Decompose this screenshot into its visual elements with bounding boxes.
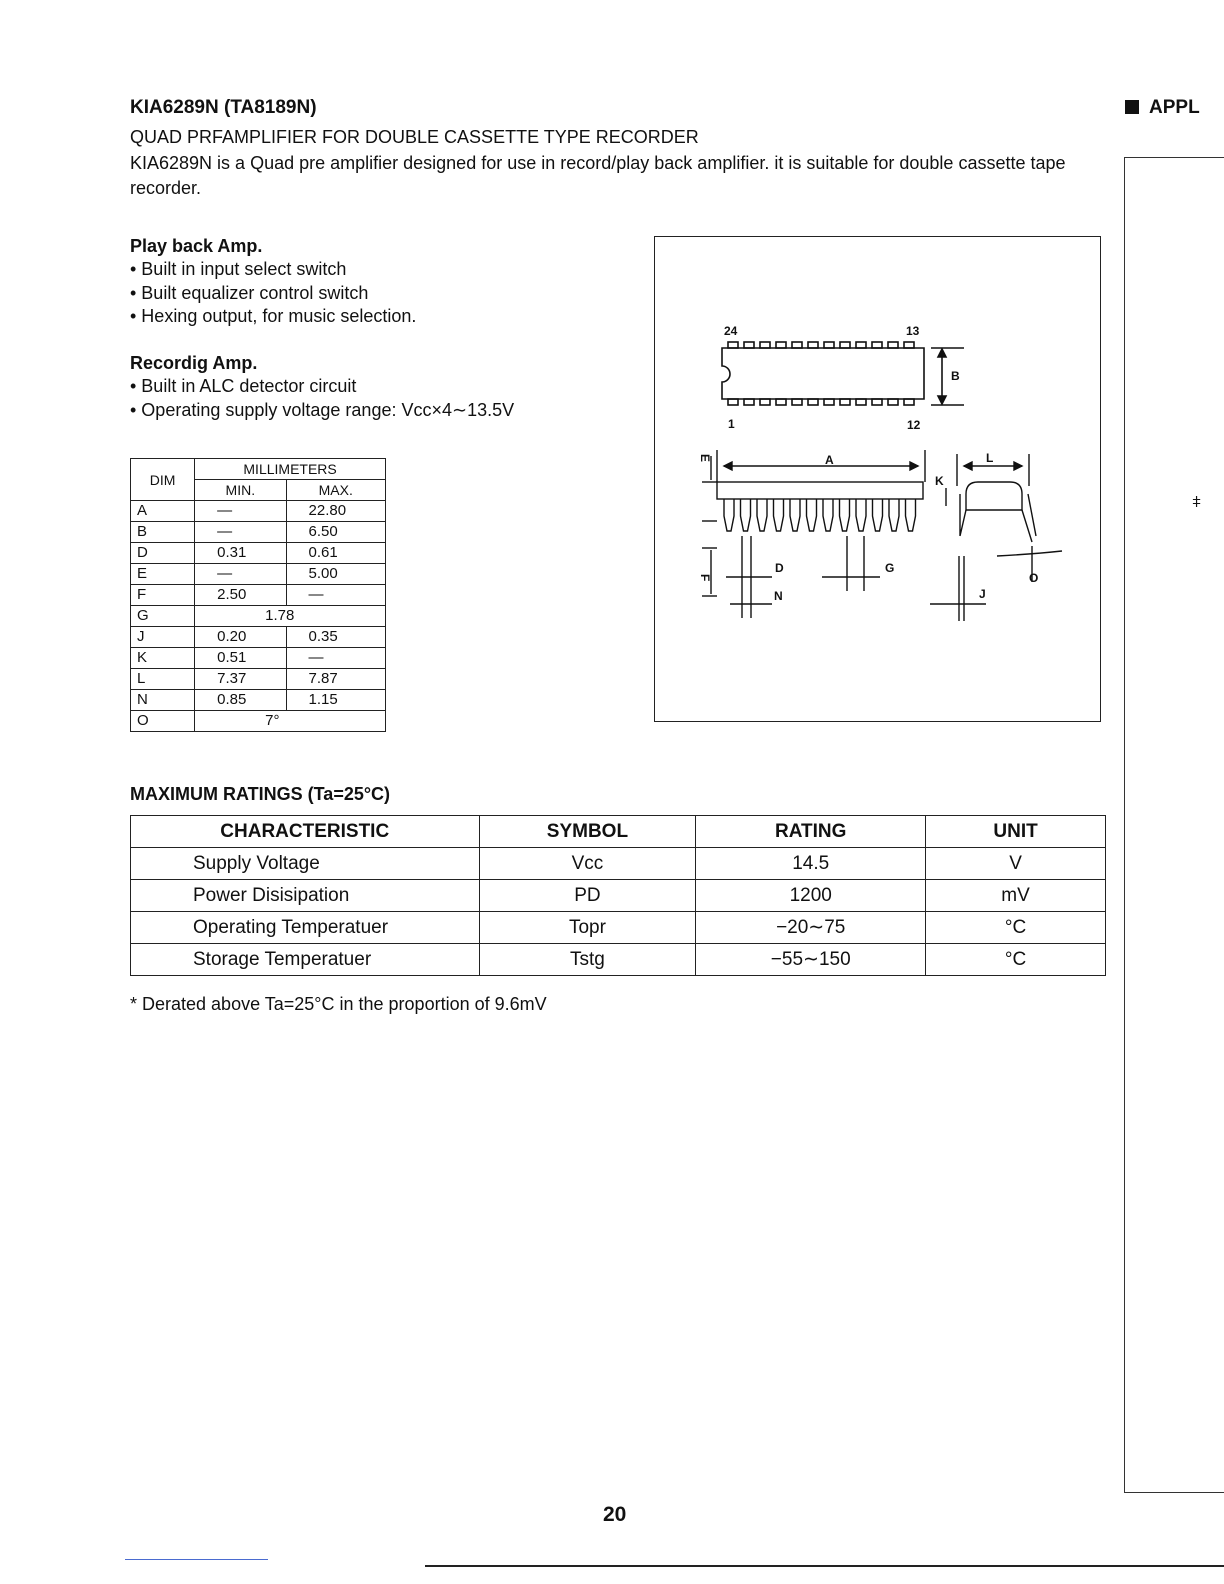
margin-mark: ⧧ [1192, 491, 1202, 511]
pin-top [744, 342, 754, 348]
lead-profile [774, 499, 784, 531]
dim-cell: K [131, 648, 195, 669]
characteristic-cell: Storage Temperatuer [131, 944, 480, 976]
max-ratings-heading: MAXIMUM RATINGS (Ta=25°C) [130, 784, 391, 804]
rating-header: RATING [696, 816, 926, 848]
pin-bottom [888, 399, 898, 405]
characteristic-cell: Supply Voltage [131, 848, 480, 880]
intro-paragraph: KIA6289N is a Quad pre amplifier designed for use in record/play back amplifier. it is suitable for double cassette tape recorder. [130, 153, 1066, 198]
pin-bottom [776, 399, 786, 405]
list-item: • Built in input select switch [130, 259, 347, 279]
table-row [131, 848, 1106, 880]
dim-cell: A [131, 501, 195, 522]
min-cell: — [195, 501, 286, 522]
dim-label-k: K [935, 474, 944, 488]
pin-top [872, 342, 882, 348]
pin-top [904, 342, 914, 348]
pin-bottom [824, 399, 834, 405]
pin-label-1: 1 [728, 417, 735, 431]
pin-top [840, 342, 850, 348]
pin-top [888, 342, 898, 348]
angle-arc-o [997, 551, 1062, 556]
dim-label-l: L [986, 451, 994, 465]
pin-top [760, 342, 770, 348]
table-row [131, 522, 386, 543]
dim-label-e: E [698, 454, 712, 463]
dim-cell: F [131, 585, 195, 606]
symbol-header: SYMBOL [479, 816, 696, 848]
square-bullet-icon [1125, 100, 1139, 114]
characteristic-cell: Operating Temperatuer [131, 912, 480, 944]
unit-cell: °C [926, 912, 1106, 944]
min-cell: — [195, 564, 286, 585]
characteristic-cell: Power Disisipation [131, 880, 480, 912]
pin-top [776, 342, 786, 348]
dim-label-g: G [885, 561, 895, 575]
min-cell: 0.20 [195, 627, 286, 648]
max-cell: — [286, 585, 385, 606]
pin-bottom [728, 399, 738, 405]
lead-profile [906, 499, 916, 531]
page-subtitle: QUAD PRFAMPLIFIER FOR DOUBLE CASSETTE TYPE RECORDER [130, 127, 699, 147]
arrow-head [910, 462, 918, 470]
dim-cell: B [131, 522, 195, 543]
pin-bottom [792, 399, 802, 405]
pin-bottom [904, 399, 914, 405]
symbol-cell: Tstg [479, 944, 696, 976]
dim-cell: E [131, 564, 195, 585]
max-cell: 0.35 [286, 627, 385, 648]
min-cell: 0.31 [195, 543, 286, 564]
unit-cell: °C [926, 944, 1106, 976]
dim-label-a: A [825, 453, 834, 467]
package-end-view [930, 454, 1062, 621]
recording-heading: Recordig Amp. [130, 353, 258, 373]
pin-top [808, 342, 818, 348]
arrow-head [938, 396, 946, 404]
lead-profile [790, 499, 800, 531]
pin-bottom [744, 399, 754, 405]
dim-cell: L [131, 669, 195, 690]
min-cell: 0.85 [195, 690, 286, 711]
unit-cell: V [926, 848, 1106, 880]
max-ratings-table [130, 815, 1106, 976]
pin-top [824, 342, 834, 348]
pin-bottom [760, 399, 770, 405]
end-lead-right [1022, 494, 1036, 542]
lead-profile [873, 499, 883, 531]
dim-label-d: D [775, 561, 784, 575]
recording-feature-list [130, 375, 514, 422]
table-row [131, 944, 1106, 976]
rating-cell: −55∼150 [696, 944, 926, 976]
unit-header: UNIT [926, 816, 1106, 848]
playback-heading: Play back Amp. [130, 236, 263, 256]
list-item: • Built equalizer control switch [130, 282, 369, 303]
lead-profile [807, 499, 817, 531]
dim-cell: G [131, 606, 195, 627]
adjacent-page-frame [1124, 157, 1224, 1493]
rating-cell: −20∼75 [696, 912, 926, 944]
max-cell: 7.87 [286, 669, 385, 690]
pin-top [792, 342, 802, 348]
dim-label-n: N [774, 589, 783, 603]
rating-cell: 1200 [696, 880, 926, 912]
table-row [131, 880, 1106, 912]
pin-top [856, 342, 866, 348]
table-row [131, 627, 386, 648]
pin-label-24: 24 [724, 324, 738, 338]
symbol-cell: PD [479, 880, 696, 912]
pin-bottom [872, 399, 882, 405]
max-cell: 5.00 [286, 564, 385, 585]
min-cell: 0.51 [195, 648, 286, 669]
table-row [131, 711, 386, 732]
lead-profile [889, 499, 899, 531]
dim-label-f: F [698, 574, 712, 582]
dimension-table [130, 458, 386, 732]
table-row [131, 606, 386, 627]
table-row [131, 543, 386, 564]
package-outline-drawing [654, 236, 1101, 722]
arrow-head [938, 349, 946, 357]
pin-top [728, 342, 738, 348]
list-item: • Hexing output, for music selection. [130, 306, 417, 326]
min-header: MIN. [195, 480, 286, 501]
dim-header: DIM [131, 459, 195, 501]
table-row [131, 501, 386, 522]
section-tab-label: APPL [1149, 97, 1200, 118]
lead-profile [823, 499, 833, 531]
symbol-cell: Vcc [479, 848, 696, 880]
lead-profile [856, 499, 866, 531]
dim-cell: D [131, 543, 195, 564]
dim-cell: J [131, 627, 195, 648]
package-body-outline [722, 348, 924, 399]
table-row [131, 564, 386, 585]
table-row [131, 648, 386, 669]
page-number: 20 [603, 1503, 627, 1526]
max-cell: 22.80 [286, 501, 385, 522]
max-cell: 6.50 [286, 522, 385, 543]
pin-label-13: 13 [906, 324, 920, 338]
table-row [131, 669, 386, 690]
span-cell: 1.78 [195, 606, 386, 627]
table-row [131, 690, 386, 711]
playback-feature-list [130, 258, 416, 329]
end-lead-left [960, 494, 966, 536]
dim-label-o: O [1029, 571, 1039, 585]
max-cell: 1.15 [286, 690, 385, 711]
bottom-rule [425, 1565, 1224, 1567]
span-cell: 7° [195, 711, 386, 732]
max-header: MAX. [286, 480, 385, 501]
rating-cell: 14.5 [696, 848, 926, 880]
pin-bottom [840, 399, 850, 405]
end-body-outline [966, 482, 1022, 510]
pin-bottom [856, 399, 866, 405]
min-cell: — [195, 522, 286, 543]
max-cell: — [286, 648, 385, 669]
section-tab-appl [1125, 97, 1200, 119]
dim-cell: N [131, 690, 195, 711]
package-top-view [722, 342, 964, 405]
millimeters-header: MILLIMETERS [195, 459, 386, 480]
max-cell: 0.61 [286, 543, 385, 564]
scan-edge-line [125, 1559, 268, 1560]
symbol-cell: Topr [479, 912, 696, 944]
side-body-outline [717, 482, 923, 499]
arrow-head [724, 462, 732, 470]
table-row [131, 912, 1106, 944]
characteristic-header: CHARACTERISTIC [131, 816, 480, 848]
page-title: KIA6289N (TA8189N) [130, 97, 317, 118]
min-cell: 2.50 [195, 585, 286, 606]
list-item: • Operating supply voltage range: Vcc×4∼13.5V [130, 399, 515, 420]
arrow-head [964, 462, 972, 470]
pin-bottom [808, 399, 818, 405]
dim-label-j: J [979, 587, 986, 601]
dim-label-b: B [951, 369, 960, 383]
derating-footnote: * Derated above Ta=25°C in the proportion of 9.6mV [130, 994, 547, 1014]
list-item: • Built in ALC detector circuit [130, 376, 357, 396]
dim-cell: O [131, 711, 195, 732]
package-side-view [702, 450, 925, 618]
lead-profile [724, 499, 734, 531]
lead-profile [757, 499, 767, 531]
arrow-head [1014, 462, 1022, 470]
lead-profile [741, 499, 751, 531]
lead-profile [840, 499, 850, 531]
unit-cell: mV [926, 880, 1106, 912]
min-cell: 7.37 [195, 669, 286, 690]
table-row [131, 585, 386, 606]
pin-label-12: 12 [907, 418, 921, 432]
